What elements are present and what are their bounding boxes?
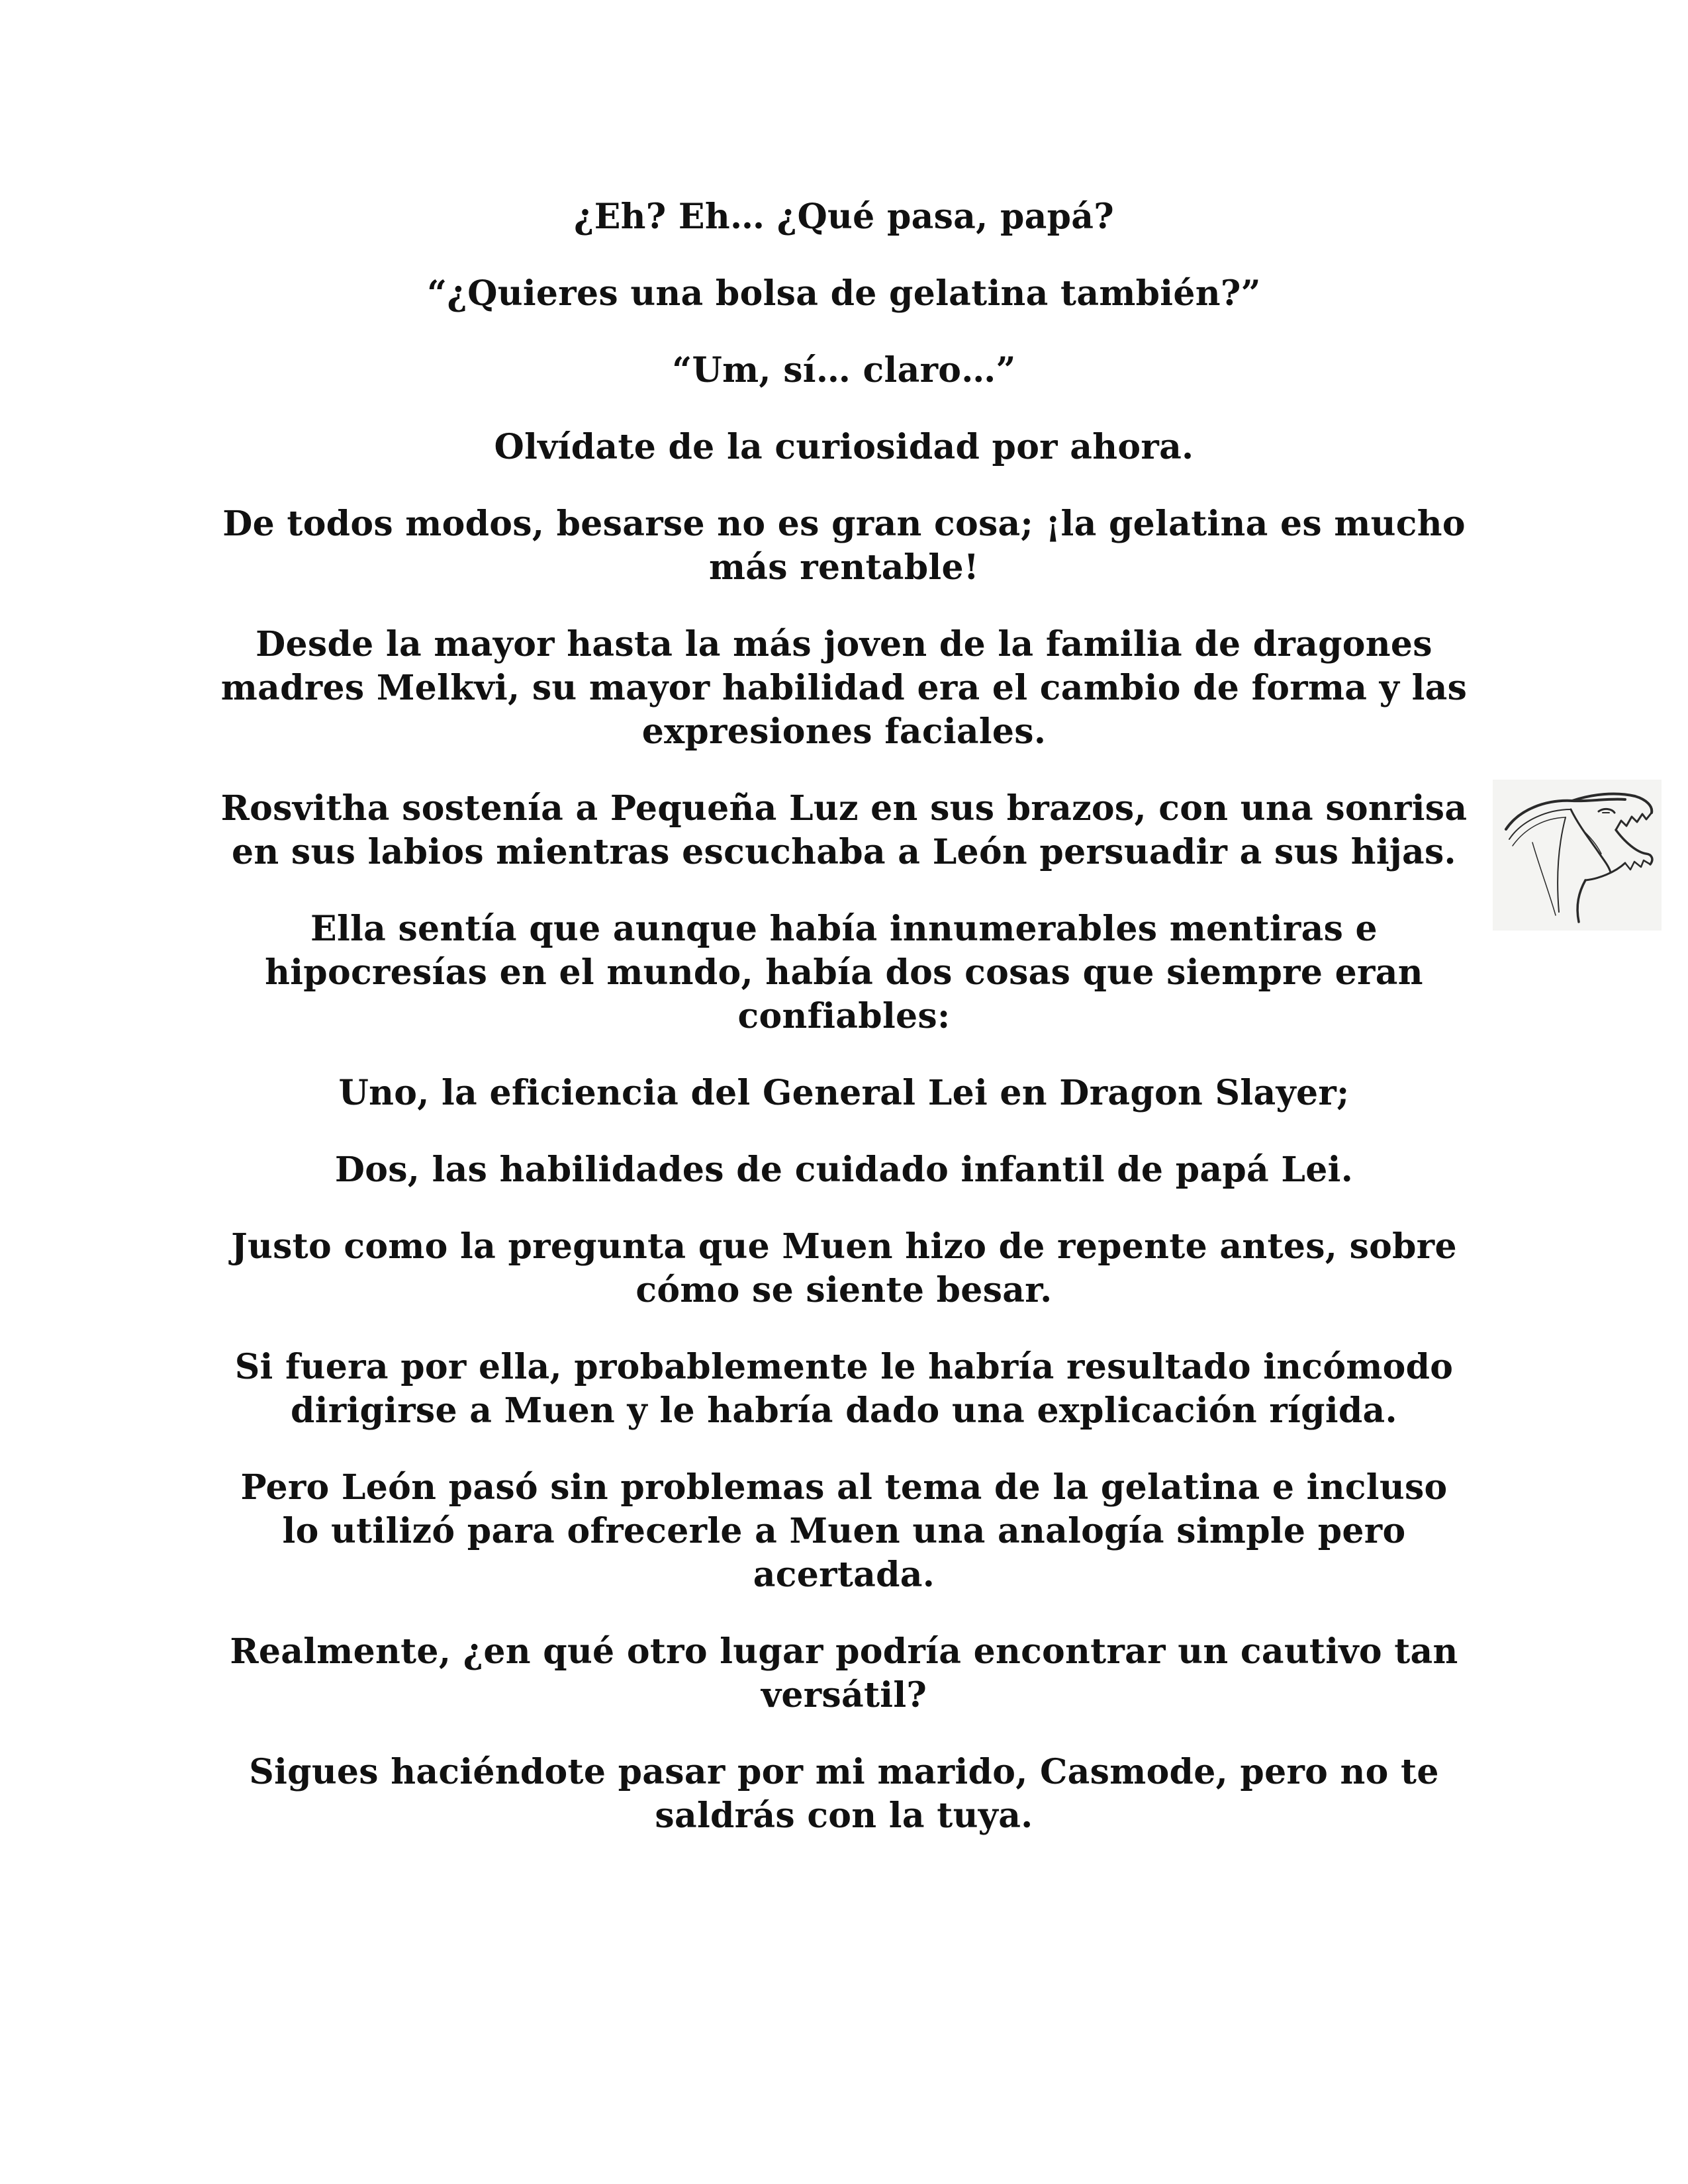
paragraph: Realmente, ¿en qué otro lugar podría encontrar un cautivo tan versátil? — [230, 1631, 1458, 1715]
paragraph: Justo como la pregunta que Muen hizo de repente antes, sobre cómo se siente besar. — [231, 1226, 1457, 1310]
paragraph: De todos modos, besarse no es gran cosa; ¡la gelatina es mucho más rentable! — [222, 504, 1466, 588]
paragraph: Uno, la eficiencia del General Lei en Dragon Slayer; — [338, 1073, 1350, 1113]
paragraph: “Um, sí… claro…” — [672, 350, 1016, 390]
paragraph: Pero León pasó sin problemas al tema de la gelatina e incluso lo utilizó para ofrecerle a Muen una analogía simple pero acertada. — [240, 1467, 1448, 1595]
story-text — [218, 195, 1470, 1871]
paragraph: Si fuera por ella, probablemente le habría resultado incómodo dirigirse a Muen y le habría dado una explicación rígida. — [234, 1347, 1454, 1431]
paragraph: ¿Eh? Eh… ¿Qué pasa, papá? — [573, 197, 1115, 237]
paragraph: Ella sentía que aunque había innumerables mentiras e hipocresías en el mundo, había dos cosas que siempre eran confiables: — [265, 909, 1423, 1036]
dragon-head-sketch-icon — [1493, 780, 1662, 931]
paragraph: “¿Quieres una bolsa de gelatina también?” — [427, 273, 1261, 314]
paragraph: Rosvitha sostenía a Pequeña Luz en sus brazos, con una sonrisa en sus labios mientras escuchaba a León persuadir a sus hijas. — [220, 788, 1468, 872]
paragraph: Olvídate de la curiosidad por ahora. — [494, 427, 1194, 467]
paragraph: Dos, las habilidades de cuidado infantil de papá Lei. — [334, 1150, 1354, 1190]
paragraph: Sigues haciéndote pasar por mi marido, Casmode, pero no te saldrás con la tuya. — [249, 1752, 1439, 1836]
paragraph: Desde la mayor hasta la más joven de la familia de dragones madres Melkvi, su mayor habilidad era el cambio de forma y las expresiones faciales. — [220, 624, 1468, 752]
